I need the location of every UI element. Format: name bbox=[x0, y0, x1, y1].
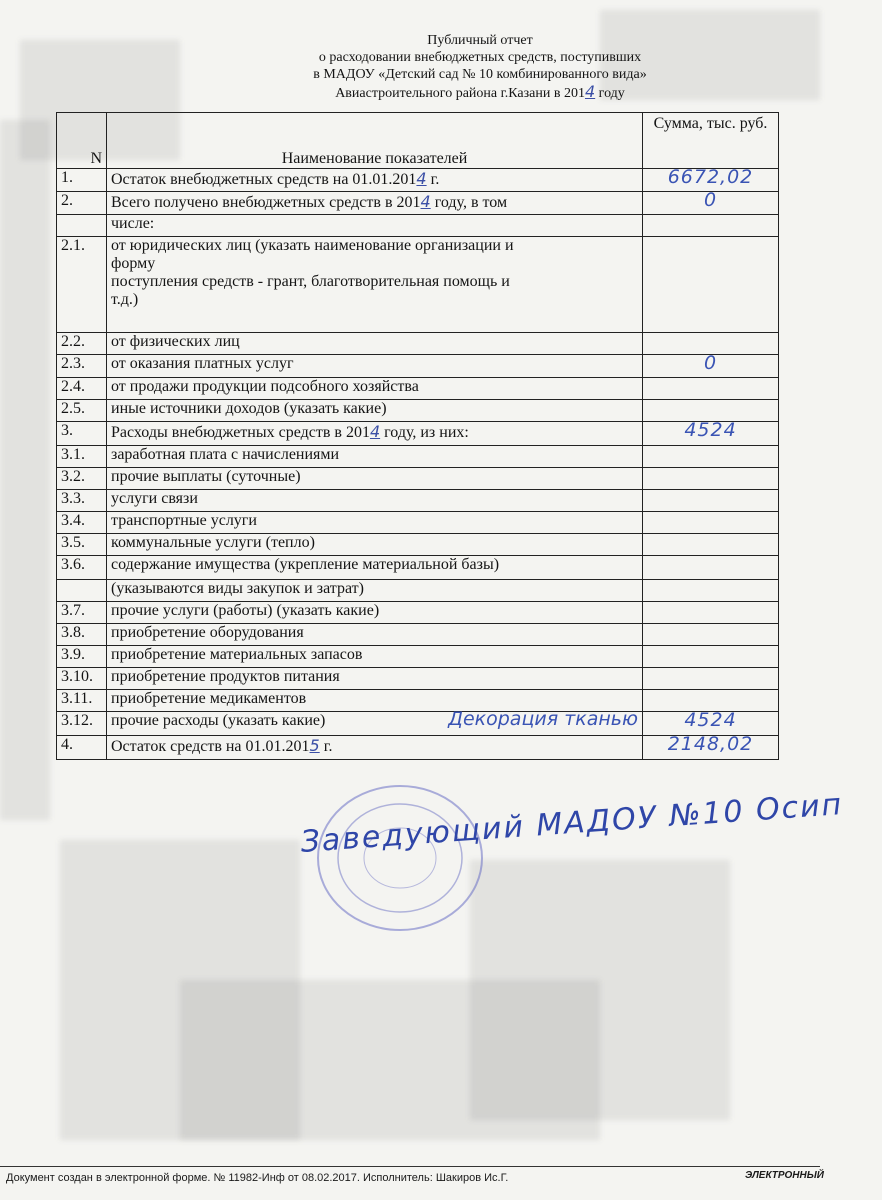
row-sum bbox=[643, 237, 779, 333]
row-label: прочие услуги (работы) (указать какие) bbox=[107, 602, 643, 624]
row-sum bbox=[643, 446, 779, 468]
table-row bbox=[57, 422, 779, 446]
row-number: 2.2. bbox=[57, 333, 107, 355]
column-header-sum: Сумма, тыс. руб. bbox=[643, 113, 779, 169]
header-line-1: Публичный отчет bbox=[427, 33, 533, 48]
table-row bbox=[57, 490, 779, 512]
row-label: приобретение оборудования bbox=[107, 624, 643, 646]
row-label-part: Остаток внебюджетных средств на 01.01.201 bbox=[111, 171, 417, 188]
row-sum bbox=[643, 646, 779, 668]
header-line-2: о расходовании внебюджетных средств, поступивших bbox=[318, 50, 642, 65]
row-label bbox=[107, 169, 643, 192]
row-sum bbox=[643, 602, 779, 624]
row-number: 1. bbox=[57, 169, 107, 192]
handwritten-sum: 4524 bbox=[684, 419, 737, 441]
row-label bbox=[107, 237, 643, 333]
table-row bbox=[57, 602, 779, 624]
table-row bbox=[57, 690, 779, 712]
row-number: 2.3. bbox=[57, 355, 107, 378]
row-sum bbox=[643, 733, 779, 760]
row-sum bbox=[643, 378, 779, 400]
row-number: 3.6. bbox=[57, 556, 107, 580]
table-row bbox=[57, 736, 779, 760]
row-label: приобретение материальных запасов bbox=[107, 646, 643, 668]
report-table bbox=[56, 112, 779, 760]
footer-text: Документ создан в электронной форме. № 11982-Инф от 08.02.2017. Исполнитель: Шакиров Ис.Г. bbox=[6, 1172, 509, 1184]
row-label-part: году, из них: bbox=[380, 424, 469, 441]
row-sum bbox=[643, 534, 779, 556]
row-label-line: т.д.) bbox=[111, 291, 139, 308]
row-number: 2.4. bbox=[57, 378, 107, 400]
row-number: 3.11. bbox=[57, 690, 107, 712]
row-number: 3.1. bbox=[57, 446, 107, 468]
row-label: иные источники доходов (указать какие) bbox=[107, 400, 643, 422]
header-line-3: в МАДОУ «Детский сад № 10 комбинированного вида» bbox=[313, 67, 647, 82]
row-number: 3.10. bbox=[57, 668, 107, 690]
column-header-name: Наименование показателей bbox=[107, 113, 643, 169]
row-label: заработная плата с начислениями bbox=[107, 446, 643, 468]
table-row bbox=[57, 556, 779, 580]
header-line-4: Авиастроительного района г.Казани в 2014 году bbox=[335, 82, 625, 101]
row-label: прочие выплаты (суточные) bbox=[107, 468, 643, 490]
table-row bbox=[57, 512, 779, 534]
handwritten-sum: 0 bbox=[703, 189, 718, 211]
row-number: 3.8. bbox=[57, 624, 107, 646]
table-row bbox=[57, 468, 779, 490]
row-sum bbox=[643, 490, 779, 512]
handwritten-digit: 5 bbox=[309, 736, 320, 755]
row-label: услуги связи bbox=[107, 490, 643, 512]
row-label-line: поступления средств - грант, благотворительная помощь и bbox=[111, 273, 510, 290]
table-row bbox=[57, 378, 779, 400]
handwritten-sum: 6672,02 bbox=[667, 166, 754, 188]
row-label: от физических лиц bbox=[107, 333, 643, 355]
row-label: числе: bbox=[107, 215, 643, 237]
row-number: 3.3. bbox=[57, 490, 107, 512]
table-row bbox=[57, 624, 779, 646]
table-row bbox=[57, 580, 779, 602]
row-sum bbox=[643, 215, 779, 237]
row-label bbox=[107, 736, 643, 760]
table-row bbox=[57, 215, 779, 237]
table-row bbox=[57, 355, 779, 378]
table-row bbox=[57, 237, 779, 333]
row-label: коммунальные услуги (тепло) bbox=[107, 534, 643, 556]
row-label: (указываются виды закупок и затрат) bbox=[107, 580, 643, 602]
row-number: 3.7. bbox=[57, 602, 107, 624]
row-label: прочие расходы (указать какие) bbox=[107, 712, 643, 736]
row-number: 4. bbox=[57, 736, 107, 760]
row-label-part: г. bbox=[319, 738, 333, 755]
row-sum bbox=[448, 708, 779, 736]
row-label-line: от юридических лиц (указать наименование организации и bbox=[111, 237, 514, 254]
footer-divider bbox=[0, 1166, 820, 1167]
row-number: 3.4. bbox=[57, 512, 107, 534]
row-number bbox=[57, 580, 107, 602]
row-number: 2.5. bbox=[57, 400, 107, 422]
row-label bbox=[107, 422, 643, 446]
row-number: 3.5. bbox=[57, 534, 107, 556]
row-label bbox=[107, 192, 643, 215]
row-number: 2. bbox=[57, 192, 107, 215]
row-sum bbox=[643, 556, 779, 580]
row-number: 3. bbox=[57, 422, 107, 446]
table-row bbox=[57, 333, 779, 355]
table-row bbox=[57, 169, 779, 192]
row-label: приобретение медикаментов bbox=[107, 690, 643, 712]
row-label-part: году, в том bbox=[430, 194, 508, 211]
report-header bbox=[200, 32, 760, 102]
row-label: транспортные услуги bbox=[107, 512, 643, 534]
handwritten-note: Декорация тканью bbox=[448, 708, 638, 730]
row-label: приобретение продуктов питания bbox=[107, 668, 643, 690]
handwritten-digit: 4 bbox=[420, 192, 431, 211]
row-number: 3.9. bbox=[57, 646, 107, 668]
row-sum bbox=[643, 468, 779, 490]
handwritten-digit: 4 bbox=[416, 169, 427, 188]
footer-logo: ЭЛЕКТРОННЫЙ bbox=[745, 1170, 824, 1181]
row-number: 3.12. bbox=[57, 712, 107, 736]
table-row bbox=[57, 192, 779, 215]
table-row bbox=[57, 446, 779, 468]
row-sum bbox=[643, 189, 779, 215]
row-label-part: Остаток средств на 01.01.201 bbox=[111, 738, 310, 755]
row-sum bbox=[643, 624, 779, 646]
row-label-part: г. bbox=[426, 171, 440, 188]
row-sum bbox=[643, 419, 779, 446]
row-number bbox=[57, 215, 107, 237]
organization-seal bbox=[310, 778, 490, 938]
row-label: содержание имущества (укрепление материальной базы) bbox=[107, 556, 643, 580]
handwritten-sum: 0 bbox=[703, 352, 718, 374]
column-header-n: N bbox=[57, 113, 107, 169]
table-row bbox=[57, 712, 779, 736]
table-row bbox=[57, 534, 779, 556]
row-sum bbox=[643, 352, 779, 378]
row-sum bbox=[643, 512, 779, 534]
director-signature: Заведующий МАДОУ №10 Осип bbox=[299, 787, 845, 860]
table-row bbox=[57, 400, 779, 422]
handwritten-sum: 2148,02 bbox=[667, 733, 754, 755]
row-number: 3.2. bbox=[57, 468, 107, 490]
row-label: от продажи продукции подсобного хозяйства bbox=[107, 378, 643, 400]
row-number: 2.1. bbox=[57, 237, 107, 333]
row-sum bbox=[643, 580, 779, 602]
table-row bbox=[57, 668, 779, 690]
row-label-part: Расходы внебюджетных средств в 201 bbox=[111, 424, 370, 441]
row-label-part: Всего получено внебюджетных средств в 201 bbox=[111, 194, 421, 211]
table-row bbox=[57, 646, 779, 668]
row-sum bbox=[643, 668, 779, 690]
handwritten-digit: 4 bbox=[369, 422, 381, 441]
handwritten-sum: 4524 bbox=[684, 709, 737, 731]
row-label-line: форму bbox=[111, 255, 156, 272]
row-label: от оказания платных услуг bbox=[107, 355, 643, 378]
